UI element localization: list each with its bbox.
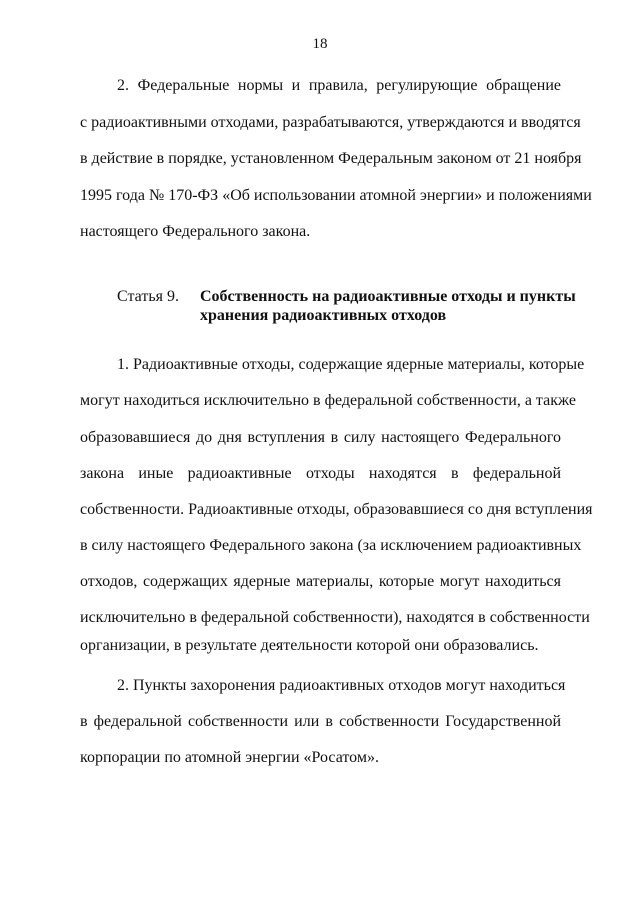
paragraph-2-line: 1. Радиоактивные отходы, содержащие ядерные материалы, которые [117, 356, 585, 373]
paragraph-1-line: в действие в порядке, установленном Федеральным законом от 21 ноября [80, 150, 582, 167]
paragraph-3-line: в федеральной собственности или в собственности Государственной [80, 713, 561, 730]
paragraph-2-line: организации, в результате деятельности которой они образовались. [80, 637, 539, 654]
paragraph-2-line: образовавшиеся до дня вступления в силу настоящего Федерального [80, 429, 561, 446]
article-label: Статья 9. [117, 288, 179, 305]
paragraph-2-line: закона иные радиоактивные отходы находятся в федеральной [80, 465, 561, 482]
paragraph-3-line: 2. Пункты захоронения радиоактивных отходов могут находиться [117, 677, 566, 694]
paragraph-2-line: собственности. Радиоактивные отходы, образовавшиеся со дня вступления [80, 501, 593, 518]
paragraph-2-line: в силу настоящего Федерального закона (за исключением радиоактивных [80, 537, 582, 554]
paragraph-1-line: 2. Федеральные нормы и правила, регулирующие обращение [117, 77, 561, 94]
paragraph-3-line: корпорации по атомной энергии «Росатом». [80, 749, 379, 766]
paragraph-1-line: 1995 года № 170-ФЗ «Об использовании атомной энергии» и положениями [80, 187, 592, 204]
article-title-line: хранения радиоактивных отходов [200, 307, 447, 324]
paragraph-1-line: настоящего Федерального закона. [80, 223, 311, 240]
article-title-line: Собственность на радиоактивные отходы и пункты [200, 288, 576, 305]
page-number: 18 [312, 36, 328, 52]
paragraph-2-line: исключительно в федеральной собственности), находятся в собственности [80, 609, 590, 626]
paragraph-2-line: могут находиться исключительно в федеральной собственности, а также [80, 392, 576, 409]
paragraph-1-line: с радиоактивными отходами, разрабатываются, утверждаются и вводятся [80, 114, 581, 131]
paragraph-2-line: отходов, содержащих ядерные материалы, которые могут находиться [80, 573, 561, 590]
